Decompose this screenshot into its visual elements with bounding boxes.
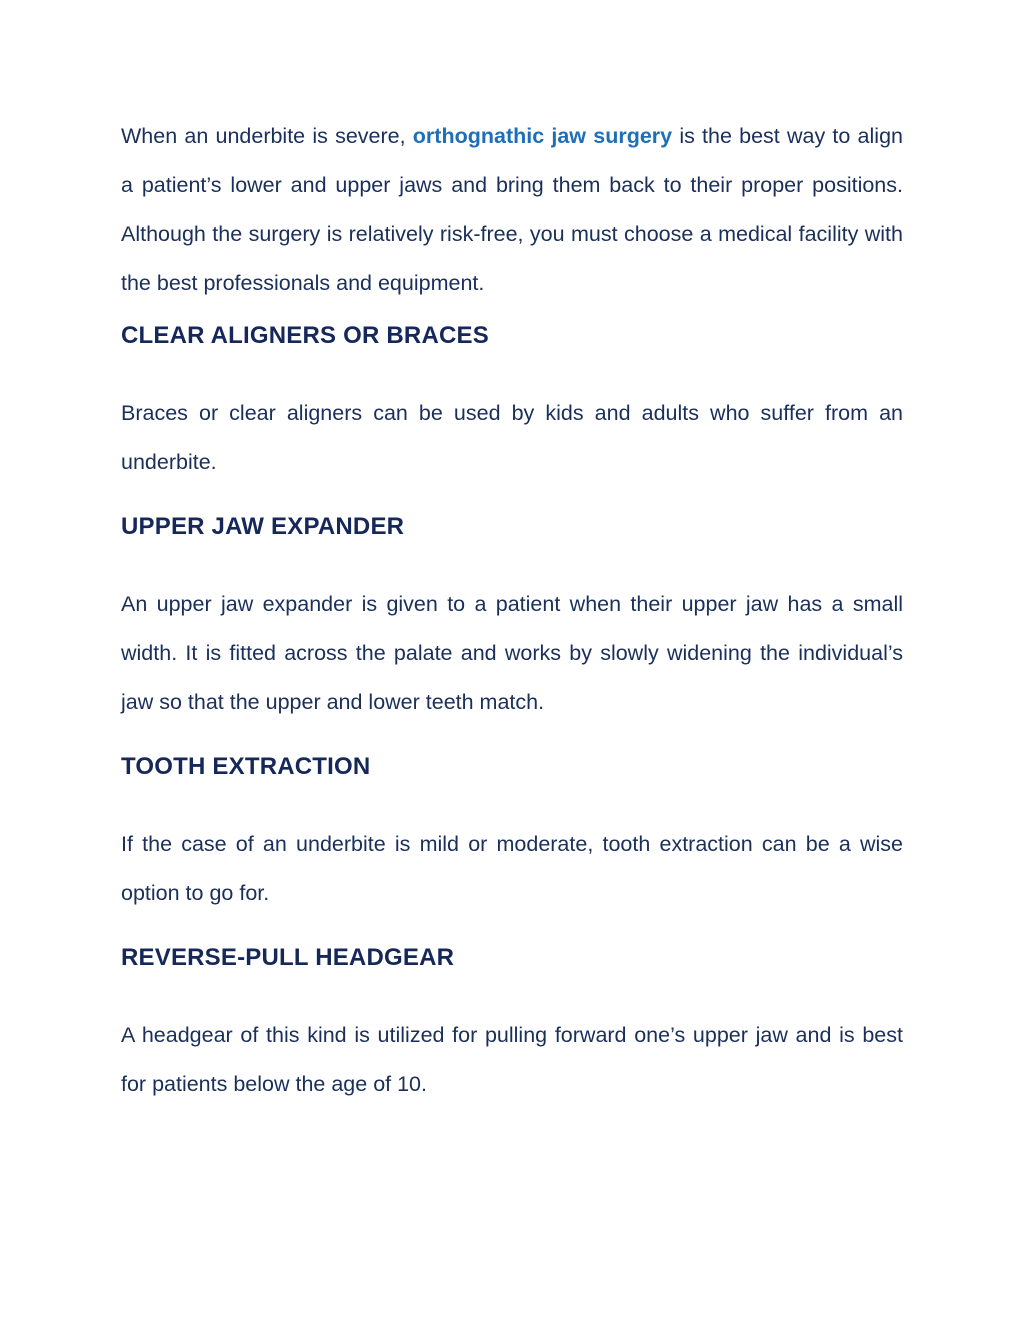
orthognathic-surgery-link[interactable]: orthognathic jaw surgery	[412, 124, 673, 148]
section-heading-clear-aligners: CLEAR ALIGNERS OR BRACES	[121, 322, 489, 349]
intro-paragraph	[121, 112, 903, 308]
section-heading-reverse-pull-headgear: REVERSE-PULL HEADGEAR	[121, 944, 455, 971]
section-body-upper-jaw-expander: An upper jaw expander is given to a patient when their upper jaw has a small width. It is fitted across the palate and works by slowly widening the individual’s jaw so that the upper and lower teeth match.	[121, 592, 903, 714]
section-body-tooth-extraction: If the case of an underbite is mild or moderate, tooth extraction can be a wise option to go for.	[121, 832, 903, 905]
intro-text-before-link: When an underbite is severe,	[121, 124, 413, 148]
section-heading-tooth-extraction: TOOTH EXTRACTION	[121, 753, 371, 780]
intro-text-after-link: is the best way to align a patient’s lower and upper jaws and bring them back to their proper positions. Although the surgery is relatively risk-free, you must choose a medical facility with the best professionals and equipment.	[121, 124, 903, 295]
section-heading-upper-jaw-expander: UPPER JAW EXPANDER	[121, 513, 405, 540]
section-body-reverse-pull-headgear: A headgear of this kind is utilized for pulling forward one’s upper jaw and is best for patients below the age of 10.	[121, 1023, 903, 1096]
section-body-clear-aligners: Braces or clear aligners can be used by kids and adults who suffer from an underbite.	[121, 401, 903, 474]
